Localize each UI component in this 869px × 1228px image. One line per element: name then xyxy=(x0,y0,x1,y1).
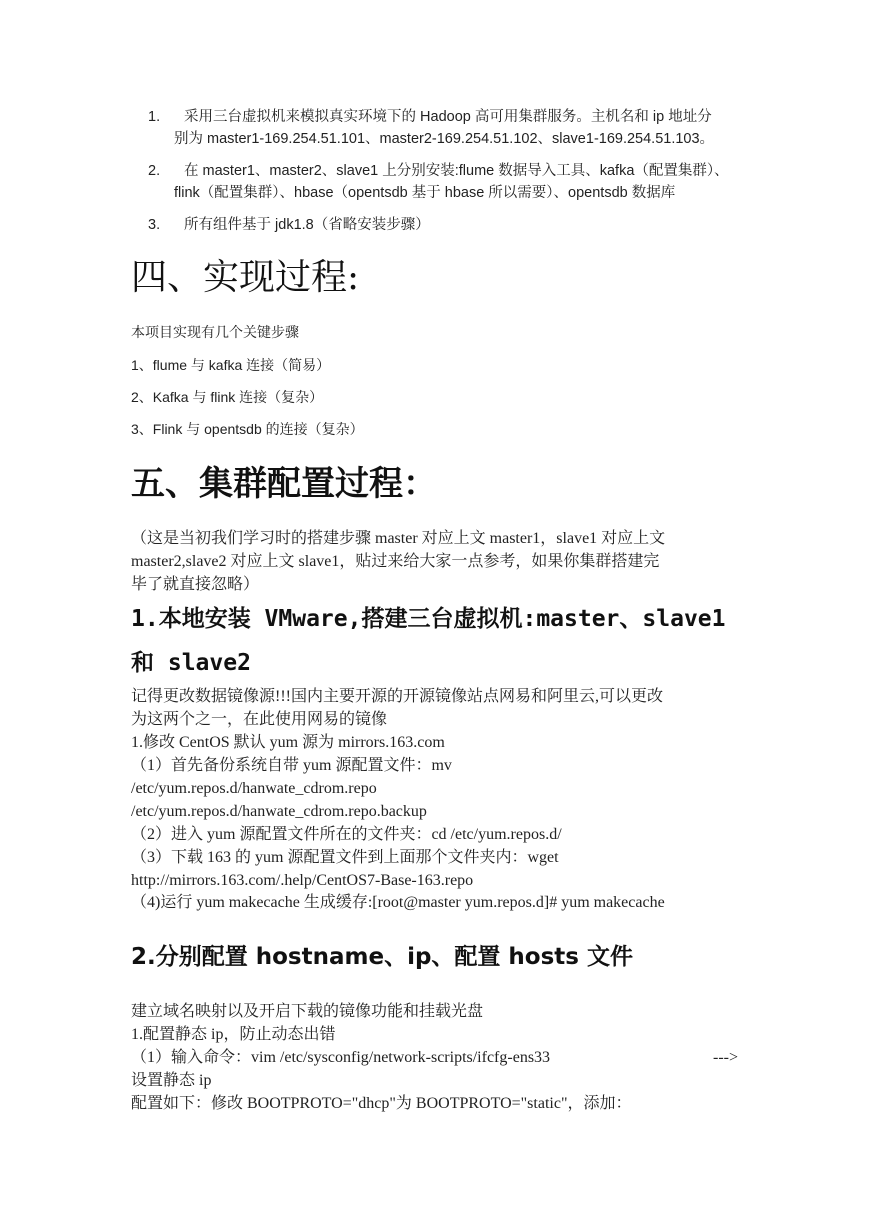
step-item: 1、flume 与 kafka 连接（简易） xyxy=(131,357,331,373)
note-line: master2,slave2 对应上文 slave1，贴过来给大家一点参考，如果你集群搭建完 xyxy=(131,553,660,570)
subsection-heading: 1.本地安装 VMware,搭建三台虚拟机:master、slave1 xyxy=(131,606,726,632)
body-line: 记得更改数据镜像源!!!国内主要开源的开源镜像站点网易和阿里云,可以更改 xyxy=(131,688,663,705)
step-item: 3、Flink 与 opentsdb 的连接（复杂） xyxy=(131,421,364,437)
body-line: /etc/yum.repos.d/hanwate_cdrom.repo.backup xyxy=(131,803,427,820)
list-number: 2. xyxy=(148,163,161,179)
body-line: 为这两个之一，在此使用网易的镜像 xyxy=(131,711,388,728)
body-line: （1）首先备份系统自带 yum 源配置文件：mv xyxy=(131,757,452,774)
body-line: 1.修改 CentOS 默认 yum 源为 mirrors.163.com xyxy=(131,734,445,751)
list-number: 3. xyxy=(148,217,161,233)
subsection-heading: 2.分别配置 hostname、ip、配置 hosts 文件 xyxy=(131,944,633,970)
list-text-line: 采用三台虚拟机来模拟真实环境下的 Hadoop 高可用集群服务。主机名和 ip 地址分 xyxy=(184,109,712,125)
note-line: 毕了就直接忽略） xyxy=(131,576,260,593)
body-line: 建立域名映射以及开启下载的镜像功能和挂载光盘 xyxy=(131,1003,484,1020)
list-text-line: 所有组件基于 jdk1.8（省略安装步骤） xyxy=(184,217,430,233)
subsection-heading: 和 slave2 xyxy=(131,650,251,676)
body-line: 1.配置静态 ip，防止动态出错 xyxy=(131,1026,336,1043)
body-line: http://mirrors.163.com/.help/CentOS7-Base-163.repo xyxy=(131,872,474,889)
section-heading: 四、实现过程: xyxy=(131,257,360,298)
section-heading: 五、集群配置过程： xyxy=(131,464,437,504)
list-text-line: flink（配置集群）、hbase（opentsdb 基于 hbase 所以需要）、opentsdb 数据库 xyxy=(174,185,676,201)
body-line: （2）进入 yum 源配置文件所在的文件夹：cd /etc/yum.repos.d/ xyxy=(131,826,562,843)
list-text-line: 别为 master1-169.254.51.101、master2-169.254.51.102、slave1-169.254.51.103。 xyxy=(174,131,715,147)
body-line: /etc/yum.repos.d/hanwate_cdrom.repo xyxy=(131,780,377,797)
body-line: 配置如下：修改 BOOTPROTO="dhcp"为 BOOTPROTO="static"，添加： xyxy=(131,1095,632,1112)
command-text: （1）输入命令：vim /etc/sysconfig/network-scripts/ifcfg-ens33 xyxy=(131,1049,551,1066)
section-intro: 本项目实现有几个关键步骤 xyxy=(131,324,299,340)
arrow-text: ---> xyxy=(712,1049,738,1066)
list-number: 1. xyxy=(148,109,161,125)
list-text-line: 在 master1、master2、slave1 上分别安装:flume 数据导入工具、kafka（配置集群）、 xyxy=(184,163,729,179)
body-line: （4)运行 yum makecache 生成缓存:[root@master yum.repos.d]# yum makecache xyxy=(131,894,665,911)
body-line xyxy=(131,1046,738,1069)
step-item: 2、Kafka 与 flink 连接（复杂） xyxy=(131,389,324,405)
body-line: （3）下载 163 的 yum 源配置文件到上面那个文件夹内：wget xyxy=(131,849,559,866)
note-line: （这是当初我们学习时的搭建步骤 master 对应上文 master1，slave1 对应上文 xyxy=(131,530,666,547)
body-line: 设置静态 ip xyxy=(131,1072,212,1089)
